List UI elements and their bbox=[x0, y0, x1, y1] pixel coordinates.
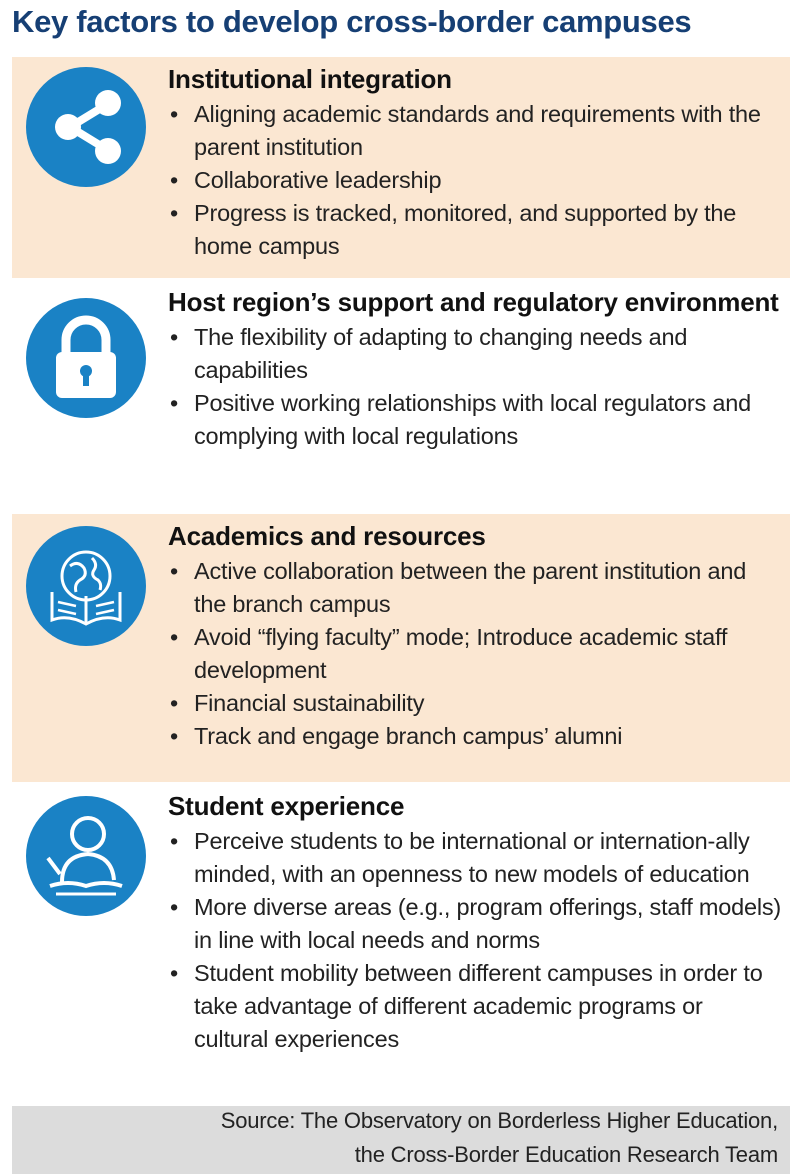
bullet-item: • Avoid “flying faculty” mode; Introduce academic staff development bbox=[168, 621, 782, 687]
source-line: Source: The Observatory on Borderless Higher Education, bbox=[220, 1108, 778, 1133]
section-heading: Student experience bbox=[168, 791, 405, 821]
section-institutional-integration bbox=[12, 57, 790, 278]
source-line: the Cross-Border Education Research Team bbox=[354, 1142, 778, 1167]
page-title: Key factors to develop cross-border campuses bbox=[12, 4, 692, 39]
bullet-item: • Perceive students to be international or internation-ally minded, with an openness to new models of education bbox=[168, 825, 782, 891]
share-network-icon bbox=[26, 67, 146, 187]
student-reading-icon bbox=[26, 796, 146, 916]
bullet-list bbox=[168, 825, 782, 1056]
bullet-item: • Active collaboration between the parent institution and the branch campus bbox=[168, 555, 782, 621]
bullet-item: • Positive working relationships with local regulators and complying with local regulations bbox=[168, 387, 782, 453]
source-note bbox=[12, 1106, 790, 1174]
padlock-icon bbox=[26, 298, 146, 418]
bullet-item: • More diverse areas (e.g., program offerings, staff models) in line with local needs and norms bbox=[168, 891, 782, 957]
section-host-region-support bbox=[12, 280, 790, 512]
section-heading: Institutional integration bbox=[168, 64, 452, 94]
bullet-list bbox=[168, 98, 782, 263]
section-heading: Academics and resources bbox=[168, 521, 486, 551]
bullet-item: • Collaborative leadership bbox=[168, 164, 782, 197]
bullet-list bbox=[168, 555, 782, 753]
section-student-experience bbox=[12, 784, 790, 1104]
bullet-item: • The flexibility of adapting to changing needs and capabilities bbox=[168, 321, 782, 387]
section-heading: Host region’s support and regulatory environment bbox=[168, 287, 779, 317]
bullet-item: • Progress is tracked, monitored, and supported by the home campus bbox=[168, 197, 782, 263]
bullet-item: • Track and engage branch campus’ alumni bbox=[168, 720, 782, 753]
globe-book-icon bbox=[26, 526, 146, 646]
bullet-item: • Aligning academic standards and requirements with the parent institution bbox=[168, 98, 782, 164]
section-academics-resources bbox=[12, 514, 790, 782]
bullet-item: • Student mobility between different campuses in order to take advantage of different academic programs or cultural experiences bbox=[168, 957, 782, 1056]
bullet-item: • Financial sustainability bbox=[168, 687, 782, 720]
bullet-list bbox=[168, 321, 782, 453]
